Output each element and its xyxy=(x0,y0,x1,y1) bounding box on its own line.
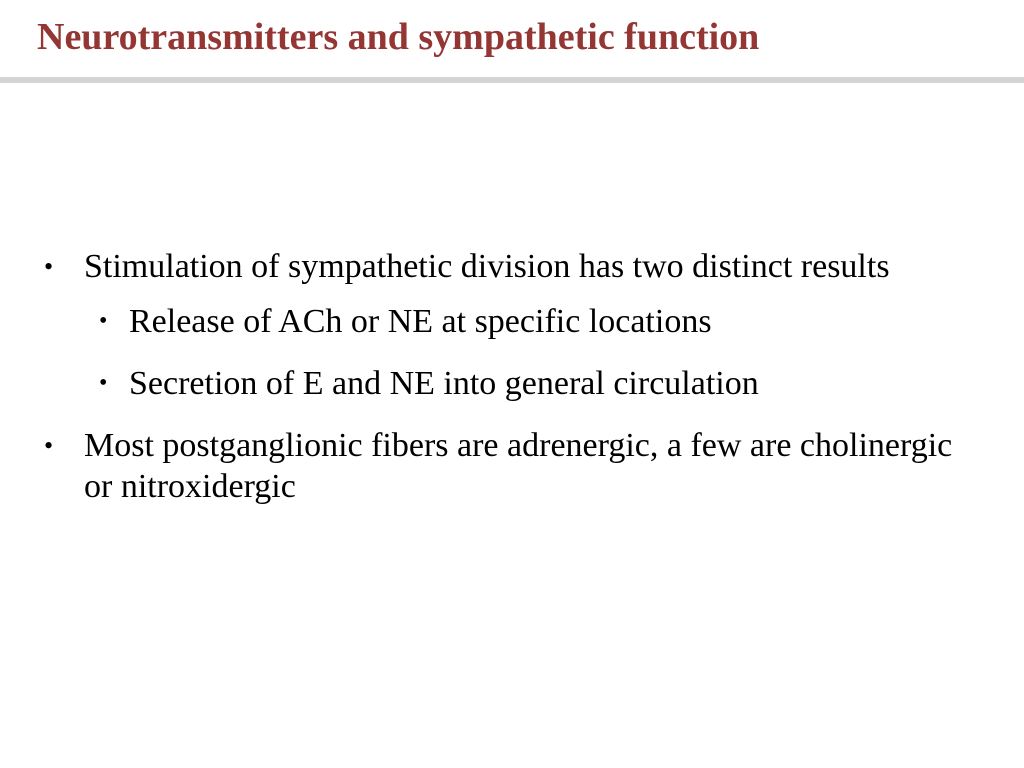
sub-bullet-text: Secretion of E and NE into general circulation xyxy=(129,365,759,402)
title-divider xyxy=(0,77,1024,83)
sub-bullet-item xyxy=(44,301,984,342)
slide-title: Neurotransmitters and sympathetic function xyxy=(37,16,760,58)
bullet-text: Stimulation of sympathetic division has two distinct results xyxy=(84,248,890,285)
slide-body xyxy=(44,246,984,521)
sub-bullet-text: Release of ACh or NE at specific locations xyxy=(129,303,712,340)
sub-bullet-icon: • xyxy=(99,370,108,396)
bullet-icon: • xyxy=(44,431,54,460)
bullet-text: Most postganglionic fibers are adrenergic, a few are cholinergic or nitroxidergic xyxy=(84,427,953,505)
bullet-item xyxy=(44,246,984,287)
bullet-icon: • xyxy=(44,252,54,281)
bullet-item xyxy=(44,425,984,507)
sub-bullet-item xyxy=(44,363,984,404)
sub-bullet-icon: • xyxy=(99,308,108,334)
